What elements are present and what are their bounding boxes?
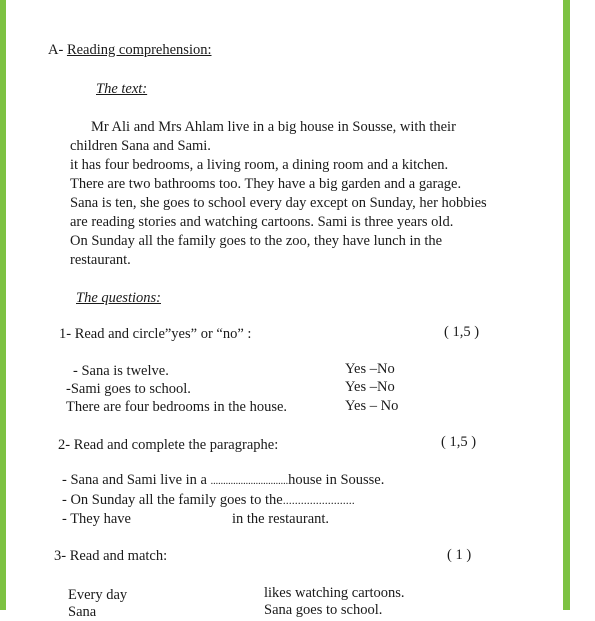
q1-choice[interactable]: Yes –No <box>345 361 395 377</box>
section-prefix: A- <box>48 42 67 58</box>
passage-line: are reading stories and watching cartoons. Sami is three years old. <box>70 214 454 230</box>
passage-line: it has four bedrooms, a living room, a dining room and a kitchen. <box>70 157 449 173</box>
passage-line: Mr Ali and Mrs Ahlam live in a big house in Sousse, with their <box>91 119 456 135</box>
q1-statement: - Sana is twelve. <box>73 363 169 379</box>
q2-text: house in Sousse. <box>288 472 385 488</box>
q2-text: - On Sunday all the family goes to the <box>62 492 283 508</box>
q3-left-item[interactable]: Every day <box>68 587 128 603</box>
q2-text: in the restaurant. <box>232 511 330 527</box>
q2-text: - They have <box>62 511 131 527</box>
text-heading: The text: <box>96 81 148 97</box>
q2-sentence <box>62 471 384 491</box>
section-title: Reading comprehension: <box>66 42 212 58</box>
page-border-left <box>0 0 6 610</box>
q3-points: ( 1 ) <box>447 547 472 563</box>
passage-line: Sana is ten, she goes to school every day except on Sunday, her hobbies <box>70 195 487 211</box>
q1-statement: -Sami goes to school. <box>66 381 191 397</box>
q1-points: ( 1,5 ) <box>444 324 480 340</box>
q2-blank[interactable]: ............................... <box>210 476 289 487</box>
q3-right-item[interactable]: likes watching cartoons. <box>264 585 405 601</box>
passage-line: children Sana and Sami. <box>70 138 211 154</box>
passage-line: restaurant. <box>70 252 131 268</box>
passage-line: On Sunday all the family goes to the zoo, they have lunch in the <box>70 233 443 249</box>
q2-sentence <box>62 491 355 509</box>
q3-right-item[interactable]: Sana goes to school. <box>264 602 383 618</box>
q1-statement: There are four bedrooms in the house. <box>66 399 288 415</box>
page-border-right <box>563 0 570 610</box>
q1-choice[interactable]: Yes –No <box>345 379 395 395</box>
questions-heading: The questions: <box>76 290 161 306</box>
q2-text: - Sana and Sami live in a <box>62 472 211 488</box>
q1-choice[interactable]: Yes – No <box>345 398 399 414</box>
q2-points: ( 1,5 ) <box>441 434 477 450</box>
q3-label: 3- Read and match: <box>54 548 168 564</box>
q2-label: 2- Read and complete the paragraphe: <box>58 437 279 453</box>
passage-line: There are two bathrooms too. They have a big garden and a garage. <box>70 176 462 192</box>
q2-blank[interactable]: ........................ <box>282 493 355 507</box>
section-heading <box>48 41 212 59</box>
q1-label: 1- Read and circle”yes” or “no” : <box>59 326 252 342</box>
q3-left-item[interactable]: Sana <box>68 604 97 620</box>
